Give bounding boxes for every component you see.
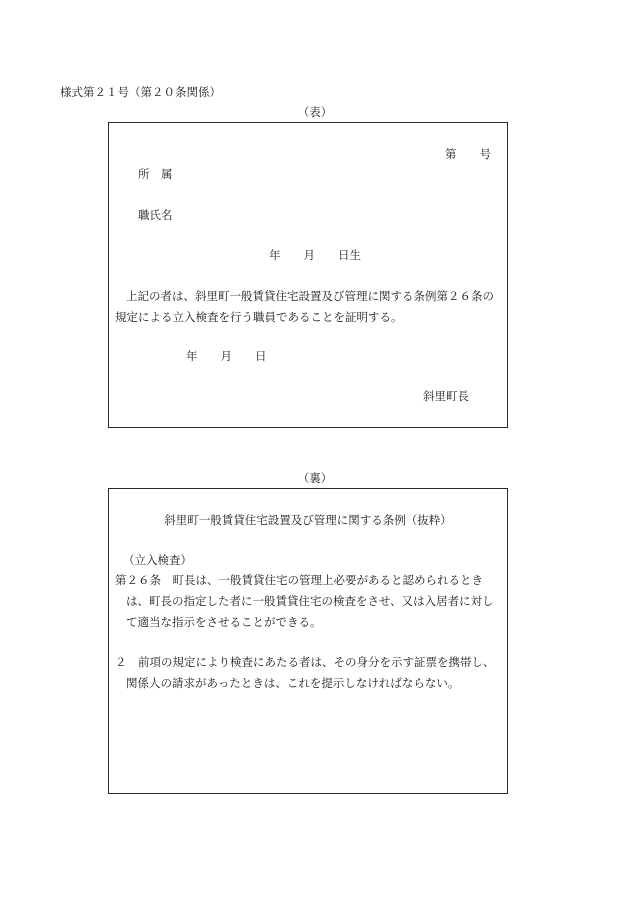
article-26-line-1: 第２６条 町長は、一般賃貸住宅の管理上必要があると認められるとき bbox=[115, 573, 483, 587]
name-label: 職氏名 bbox=[138, 208, 173, 222]
affiliation-label: 所 属 bbox=[138, 167, 173, 181]
front-caption: （表） bbox=[297, 105, 333, 119]
clause-2-line-1: ２ 前項の規定により検査にあたる者は、その身分を示す証票を携帯し、 bbox=[115, 655, 495, 669]
article-26-line-3: て適当な指示をさせることができる。 bbox=[126, 615, 322, 629]
statement-line-1: 上記の者は、斜里町一般賃貸住宅設置及び管理に関する条例第２６条の bbox=[126, 289, 494, 303]
article-26-line-2: は、町長の指定した者に一般賃貸住宅の検査をさせ、又は入居者に対し bbox=[126, 594, 494, 608]
issuer-name: 斜里町長 bbox=[423, 389, 469, 403]
back-card bbox=[108, 488, 508, 794]
statement-line-2: 規定による立入検査を行う職員であることを証明する。 bbox=[115, 310, 403, 324]
ordinance-title: 斜里町一般賃貸住宅設置及び管理に関する条例（抜粋） bbox=[164, 513, 452, 527]
front-card bbox=[108, 122, 508, 428]
issue-date-label: 年 月 日 bbox=[186, 349, 267, 363]
clause-2-line-2: 関係人の請求があったときは、これを提示しなければならない。 bbox=[126, 676, 460, 690]
certificate-number-label: 第 号 bbox=[445, 147, 491, 161]
birthdate-label: 年 月 日生 bbox=[269, 248, 361, 262]
form-number: 様式第２１号（第２０条関係） bbox=[60, 85, 221, 99]
back-caption: （裏） bbox=[297, 471, 333, 485]
section-heading: （立入検査） bbox=[123, 553, 192, 567]
